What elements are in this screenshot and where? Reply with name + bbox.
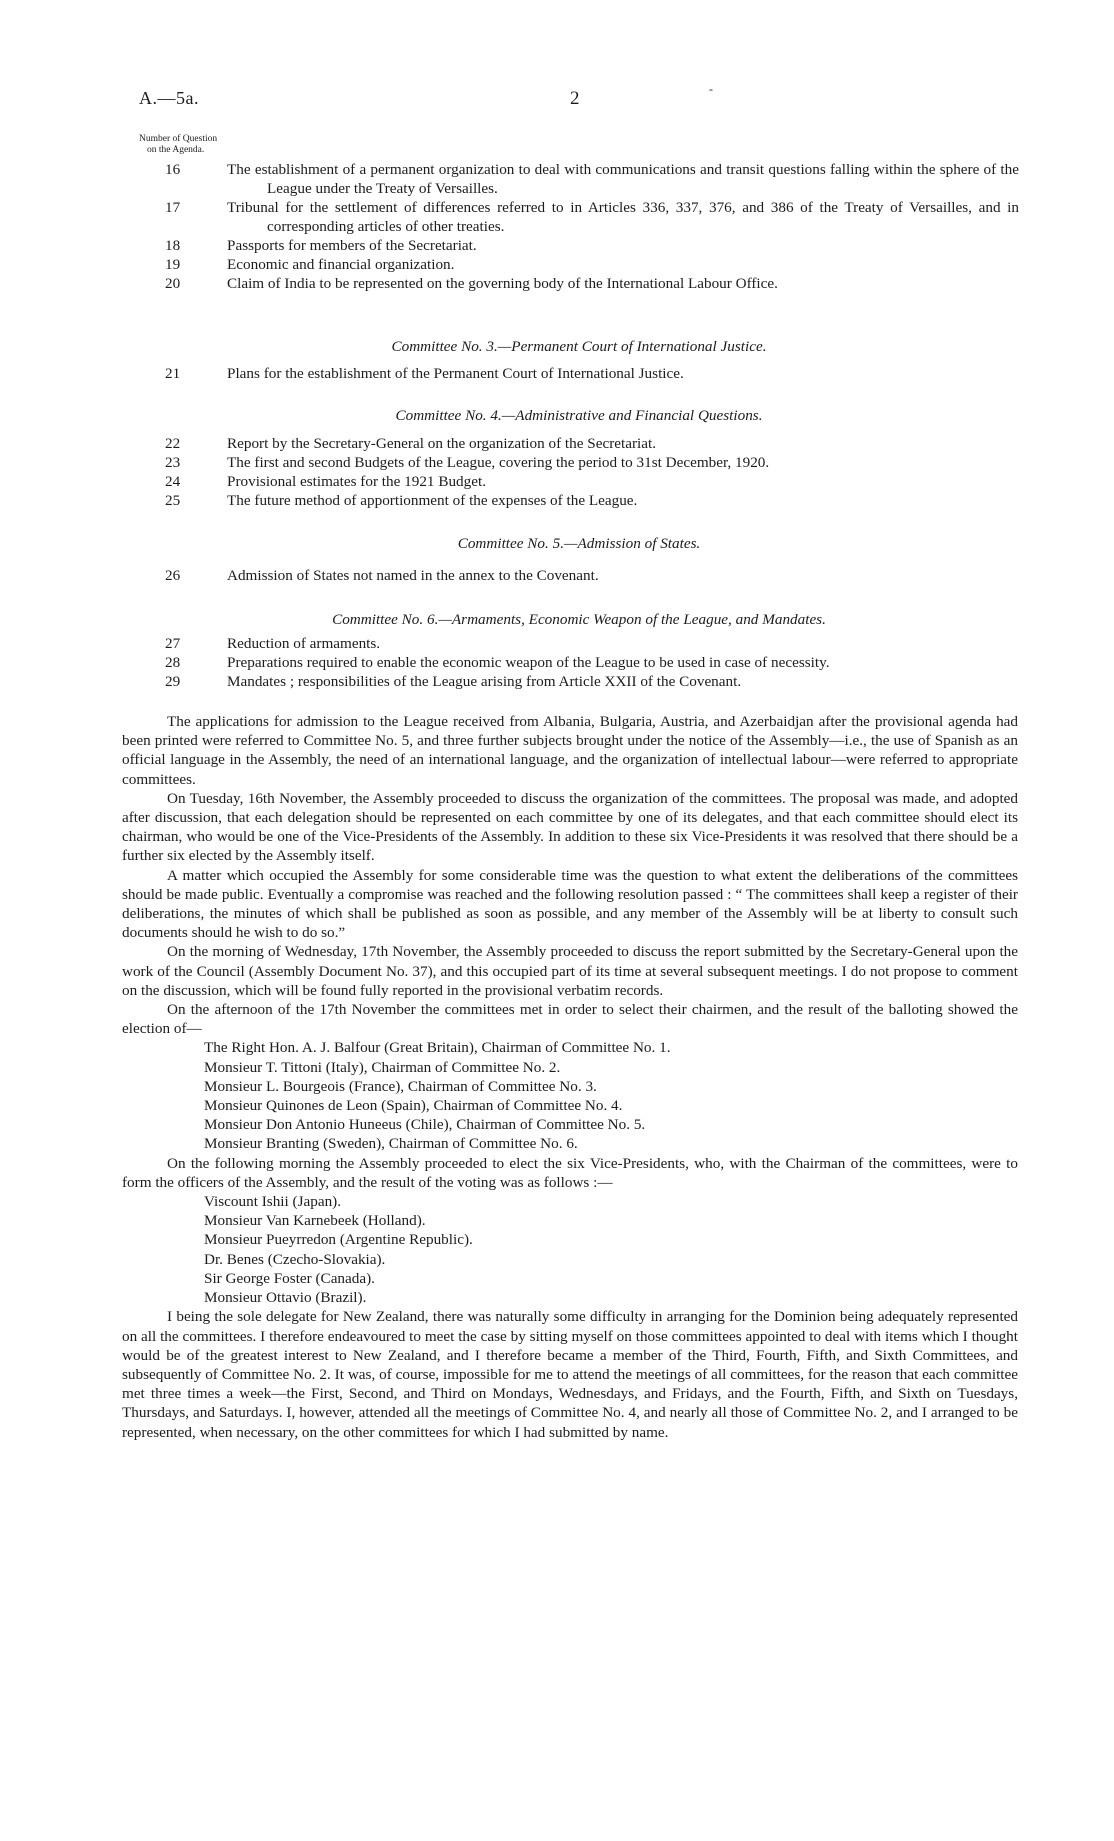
- print-mark: -: [709, 82, 713, 96]
- agenda-item: [139, 274, 1019, 293]
- agenda-item-number: 18: [165, 237, 181, 254]
- agenda-item-text: The establishment of a permanent organization to deal with communications and transit questions falling within the sphere of the League under the Treaty of Versailles.: [227, 161, 1019, 197]
- agenda-item-number: 17: [165, 199, 181, 216]
- agenda-item-text: Passports for members of the Secretariat.: [227, 237, 477, 254]
- report-body: [122, 712, 1018, 1442]
- agenda-item: [139, 634, 1019, 653]
- agenda-list-committee-4: [139, 434, 1019, 510]
- agenda-item-number: 16: [165, 161, 181, 178]
- chairman-entry: Monsieur Don Antonio Huneeus (Chile), Chairman of Committee No. 5.: [204, 1116, 646, 1134]
- chairman-entry: Monsieur T. Tittoni (Italy), Chairman of Committee No. 2.: [204, 1058, 561, 1076]
- agenda-list-committee-5: [139, 566, 1019, 585]
- agenda-list-committee-2: [139, 160, 1019, 293]
- agenda-item-number: 25: [165, 492, 181, 509]
- agenda-item-text: The first and second Budgets of the League, covering the period to 31st December, 1920.: [227, 454, 770, 471]
- agenda-item-text: Mandates ; responsibilities of the League arising from Article XXII of the Covenant.: [227, 673, 742, 690]
- agenda-item-number: 20: [165, 275, 181, 292]
- agenda-list-committee-3: [139, 364, 1019, 383]
- agenda-item-text: Claim of India to be represented on the governing body of the International Labour Office.: [227, 275, 778, 292]
- vice-president-entry: Monsieur Pueyrredon (Argentine Republic).: [204, 1231, 473, 1249]
- agenda-item: [139, 364, 1019, 383]
- paragraph: The applications for admission to the League received from Albania, Bulgaria, Austria, and Azerbaidjan after the provisional agenda had been printed were referred to Committee No. 5, and three further subjects brought under the notice of the Assembly—i.e., the use of Spanish as an official language in the Assembly, the need of an international language, and the organization of intellectual labour—were referred to appropriate committees.: [122, 713, 1018, 788]
- agenda-item-text: Admission of States not named in the annex to the Covenant.: [227, 567, 599, 584]
- agenda-item-number: 27: [165, 635, 181, 652]
- committee-5-heading: Committee No. 5.—Admission of States.: [457, 535, 701, 552]
- chairman-entry: Monsieur L. Bourgeois (France), Chairman of Committee No. 3.: [204, 1077, 597, 1095]
- agenda-item: [139, 653, 1019, 672]
- agenda-item-text: Tribunal for the settlement of differences referred to in Articles 336, 337, 376, and 386 of the Treaty of Versailles, and in corresponding articles of other treaties.: [227, 199, 1019, 235]
- agenda-item: [139, 491, 1019, 510]
- agenda-item-number: 22: [165, 435, 181, 452]
- column-note-line: Number of Question: [139, 134, 218, 144]
- paragraph: I being the sole delegate for New Zealand, there was naturally some difficulty in arranging for the Dominion being adequately represented on all the committees. I therefore endeavoured to meet the case by sitting myself on those committees appointed to deal with items which I thought would be of the greatest interest to New Zealand, and I therefore became a member of the Third, Fourth, Fifth, and Sixth Committees, and subsequently of Committee No. 2. It was, of course, impossible for me to attend the meetings of all committees, for the reason that each committee met three times a week—the First, Second, and Third on Mondays, Wednesdays, and Fridays, and the Fourth, Fifth, and Sixth on Tuesdays, Thursdays, and Saturdays. I, however, attended all the meetings of Committee No. 4, and nearly all those of Committee No. 2, and I arranged to be represented, when necessary, on the other committees for which I had submitted by name.: [122, 1308, 1018, 1441]
- paragraph: On the following morning the Assembly proceeded to elect the six Vice-Presidents, who, with the Chairman of the committees, were to form the officers of the Assembly, and the result of the voting was as follows :—: [122, 1154, 1018, 1191]
- agenda-item: [139, 255, 1019, 274]
- column-note-line: on the Agenda.: [147, 145, 205, 155]
- document-reference: A.—5a.: [139, 88, 199, 108]
- vice-president-entry: Monsieur Van Karnebeek (Holland).: [204, 1212, 426, 1230]
- paragraph: On the afternoon of the 17th November the committees met in order to select their chairmen, and the result of the balloting showed the election of—: [122, 1001, 1018, 1038]
- agenda-item-text: Economic and financial organization.: [227, 256, 455, 273]
- agenda-item-number: 24: [165, 473, 181, 490]
- agenda-item: [139, 472, 1019, 491]
- chairman-entry: Monsieur Branting (Sweden), Chairman of Committee No. 6.: [204, 1135, 578, 1153]
- agenda-item-text: Report by the Secretary-General on the organization of the Secretariat.: [227, 435, 657, 452]
- chairman-entry: The Right Hon. A. J. Balfour (Great Britain), Chairman of Committee No. 1.: [204, 1039, 671, 1057]
- agenda-item: [139, 566, 1019, 585]
- chairmen-list: [122, 1038, 1018, 1153]
- vice-president-entry: Sir George Foster (Canada).: [204, 1269, 375, 1287]
- paragraph: A matter which occupied the Assembly for some considerable time was the question to what extent the deliberations of the committees should be made public. Eventually a compromise was reached and the following resolution passed : “ The committees shall keep a register of their deliberations, the minutes of which shall be published as soon as possible, and any member of the Assembly will be at liberty to consult such documents should he wish to do so.”: [122, 866, 1018, 942]
- agenda-item-text: Plans for the establishment of the Permanent Court of International Justice.: [227, 365, 684, 382]
- committee-6-heading: Committee No. 6.—Armaments, Economic Weapon of the League, and Mandates.: [332, 611, 826, 628]
- committee-4-heading: Committee No. 4.—Administrative and Financial Questions.: [395, 407, 763, 424]
- agenda-item-number: 19: [165, 256, 181, 273]
- paragraph: On Tuesday, 16th November, the Assembly proceeded to discuss the organization of the committees. The proposal was made, and adopted after discussion, that each delegation should be represented on each committee by one of its delegates, and that each committee should elect its chairman, who would be one of the Vice-Presidents of the Assembly. In addition to these six Vice-Presidents it was resolved that there should be a further six elected by the Assembly itself.: [122, 789, 1018, 865]
- chairman-entry: Monsieur Quinones de Leon (Spain), Chairman of Committee No. 4.: [204, 1097, 623, 1115]
- agenda-item-text: Preparations required to enable the economic weapon of the League to be used in case of necessity.: [227, 654, 830, 671]
- agenda-item: [139, 198, 1019, 236]
- agenda-item-number: 21: [165, 365, 181, 382]
- agenda-number-column-note: [139, 134, 217, 156]
- vice-president-entry: Monsieur Ottavio (Brazil).: [204, 1289, 367, 1307]
- agenda-item-number: 28: [165, 654, 181, 671]
- agenda-item: [139, 434, 1019, 453]
- agenda-item: [139, 672, 1019, 691]
- agenda-item: [139, 236, 1019, 255]
- agenda-item-number: 29: [165, 673, 181, 690]
- agenda-item: [139, 160, 1019, 198]
- agenda-item: [139, 453, 1019, 472]
- agenda-item-number: 23: [165, 454, 181, 471]
- paragraph: On the morning of Wednesday, 17th November, the Assembly proceeded to discuss the report submitted by the Secretary-General upon the work of the Council (Assembly Document No. 37), and this occupied part of its time at several subsequent meetings. I do not propose to comment on the discussion, which will be found fully reported in the provisional verbatim records.: [122, 943, 1018, 999]
- agenda-list-committee-6: [139, 634, 1019, 691]
- agenda-item-text: The future method of apportionment of the expenses of the League.: [227, 492, 638, 509]
- vice-president-entry: Viscount Ishii (Japan).: [204, 1193, 342, 1211]
- page-number: 2: [570, 88, 580, 109]
- agenda-item-number: 26: [165, 567, 181, 584]
- agenda-item-text: Provisional estimates for the 1921 Budget.: [227, 473, 486, 490]
- committee-3-heading: Committee No. 3.—Permanent Court of International Justice.: [391, 338, 767, 355]
- vice-presidents-list: [122, 1192, 1018, 1307]
- vice-president-entry: Dr. Benes (Czecho-Slovakia).: [204, 1250, 386, 1268]
- agenda-item-text: Reduction of armaments.: [227, 635, 381, 652]
